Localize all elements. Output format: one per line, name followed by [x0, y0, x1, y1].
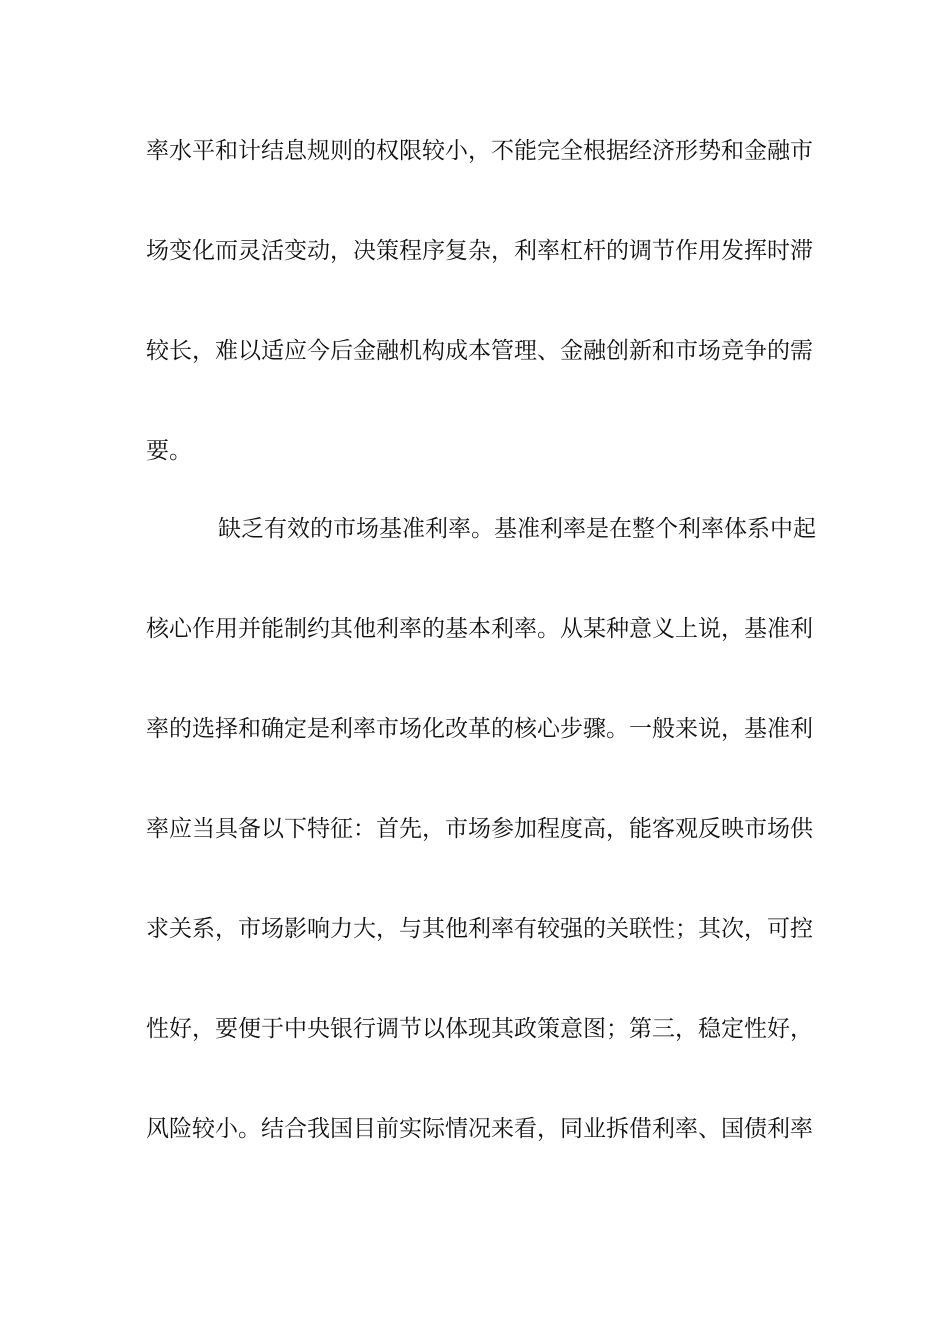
paragraph-1-line-3: 较长，难以适应今后金融机构成本管理、金融创新和市场竞争的需	[146, 338, 813, 364]
paragraph-1-line-1: 率水平和计结息规则的权限较小，不能完全根据经济形势和金融市	[146, 138, 813, 164]
paragraph-2-line-1: 缺乏有效的市场基准利率。基准利率是在整个利率体系中起	[218, 516, 816, 542]
paragraph-1-line-2: 场变化而灵活变动，决策程序复杂，利率杠杆的调节作用发挥时滞	[146, 238, 813, 264]
paragraph-2-line-5: 求关系，市场影响力大，与其他利率有较强的关联性；其次，可控	[146, 916, 813, 942]
paragraph-2-line-2: 核心作用并能制约其他利率的基本利率。从某种意义上说，基准利	[146, 616, 813, 642]
paragraph-2-line-6: 性好，要便于中央银行调节以体现其政策意图；第三，稳定性好，	[146, 1016, 813, 1042]
paragraph-2-line-4: 率应当具备以下特征：首先，市场参加程度高，能客观反映市场供	[146, 816, 813, 842]
paragraph-2-line-3: 率的选择和确定是利率市场化改革的核心步骤。一般来说，基准利	[146, 716, 813, 742]
paragraph-2-line-7: 风险较小。结合我国目前实际情况来看，同业拆借利率、国债利率	[146, 1116, 813, 1142]
paragraph-1-line-4: 要。	[146, 438, 192, 464]
